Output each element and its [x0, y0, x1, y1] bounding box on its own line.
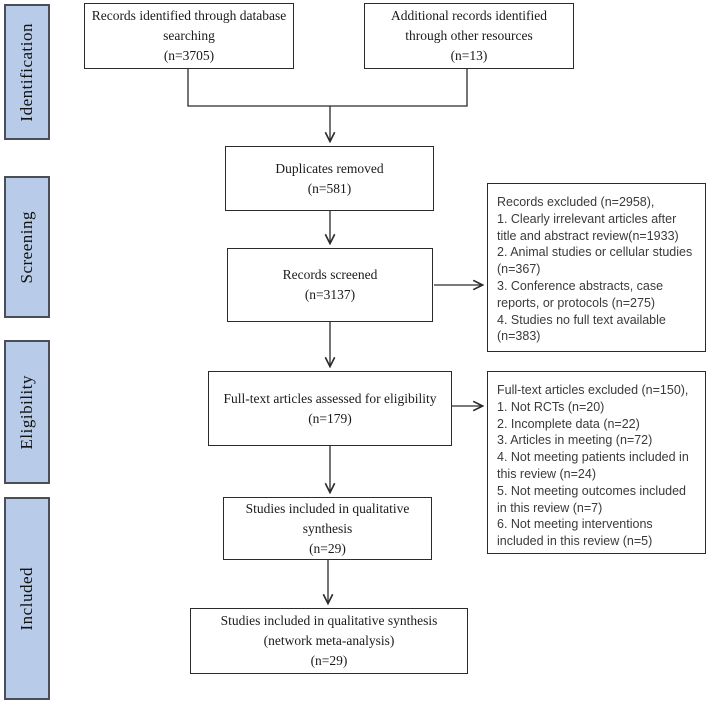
box-count: (n=29): [309, 540, 346, 556]
stage-included: [4, 497, 50, 700]
exclusion-header: Records excluded (n=2958),: [497, 195, 655, 209]
box-count: (n=581): [307, 180, 352, 196]
box-label: Records screened: [282, 267, 378, 282]
exclusion-item: 1. Not RCTs (n=20): [497, 399, 605, 414]
exclusion-item: 2. Incomplete data (n=22): [497, 416, 640, 431]
box-qualitative-synthesis: [223, 497, 432, 560]
box-label: Studies included in qualitative synthesis: [220, 613, 438, 628]
box-label: Duplicates removed: [275, 160, 384, 176]
exclusion-item: 5. Not meeting outcomes included in this review (n=7): [497, 483, 686, 515]
box-records-screened: [227, 248, 433, 322]
exclusion-item: 3. Conference abstracts, case reports, or protocols (n=275): [497, 278, 664, 310]
box-records-excluded: [487, 183, 706, 352]
box-label: Records identified through database searching: [91, 8, 287, 43]
box-label: Full-text articles assessed for eligibility: [223, 390, 437, 406]
exclusion-item: 2. Animal studies or cellular studies (n=367): [497, 245, 693, 277]
box-records-identified: [84, 3, 294, 69]
stage-label: Included: [17, 566, 36, 631]
stage-eligibility: [4, 340, 50, 484]
box-duplicates-removed: [225, 146, 434, 211]
stage-identification: [4, 4, 50, 140]
stage-label: Screening: [17, 210, 36, 284]
exclusion-item: 6. Not meeting interventions included in this review (n=5): [497, 517, 653, 549]
box-additional-records: [364, 3, 574, 69]
stage-label: Eligibility: [17, 374, 36, 450]
box-label: Studies included in qualitative synthesis: [245, 500, 410, 536]
box-fulltext-excluded: [487, 371, 706, 554]
box-fulltext-assessed: [208, 371, 452, 446]
box-sublabel: (network meta-analysis): [263, 633, 395, 648]
stage-screening: [4, 176, 50, 318]
exclusion-item: 1. Clearly irrelevant articles after title and abstract review(n=1933): [497, 211, 679, 243]
box-label: Additional records identified through other resources: [391, 8, 547, 43]
stage-label: Identification: [17, 22, 36, 122]
box-count: (n=179): [308, 410, 352, 426]
exclusion-item: 4. Not meeting patients included in this review (n=24): [497, 450, 689, 481]
exclusion-item: 4. Studies no full text available (n=383): [497, 312, 666, 344]
box-count: (n=3705): [163, 48, 215, 63]
box-network-meta-analysis: [190, 608, 468, 674]
exclusion-item: 3. Articles in meeting (n=72): [497, 433, 653, 448]
exclusion-header: Full-text articles excluded (n=150),: [497, 383, 689, 397]
box-count: (n=29): [310, 653, 348, 668]
box-count: (n=13): [450, 48, 488, 63]
box-count: (n=3137): [304, 287, 356, 302]
